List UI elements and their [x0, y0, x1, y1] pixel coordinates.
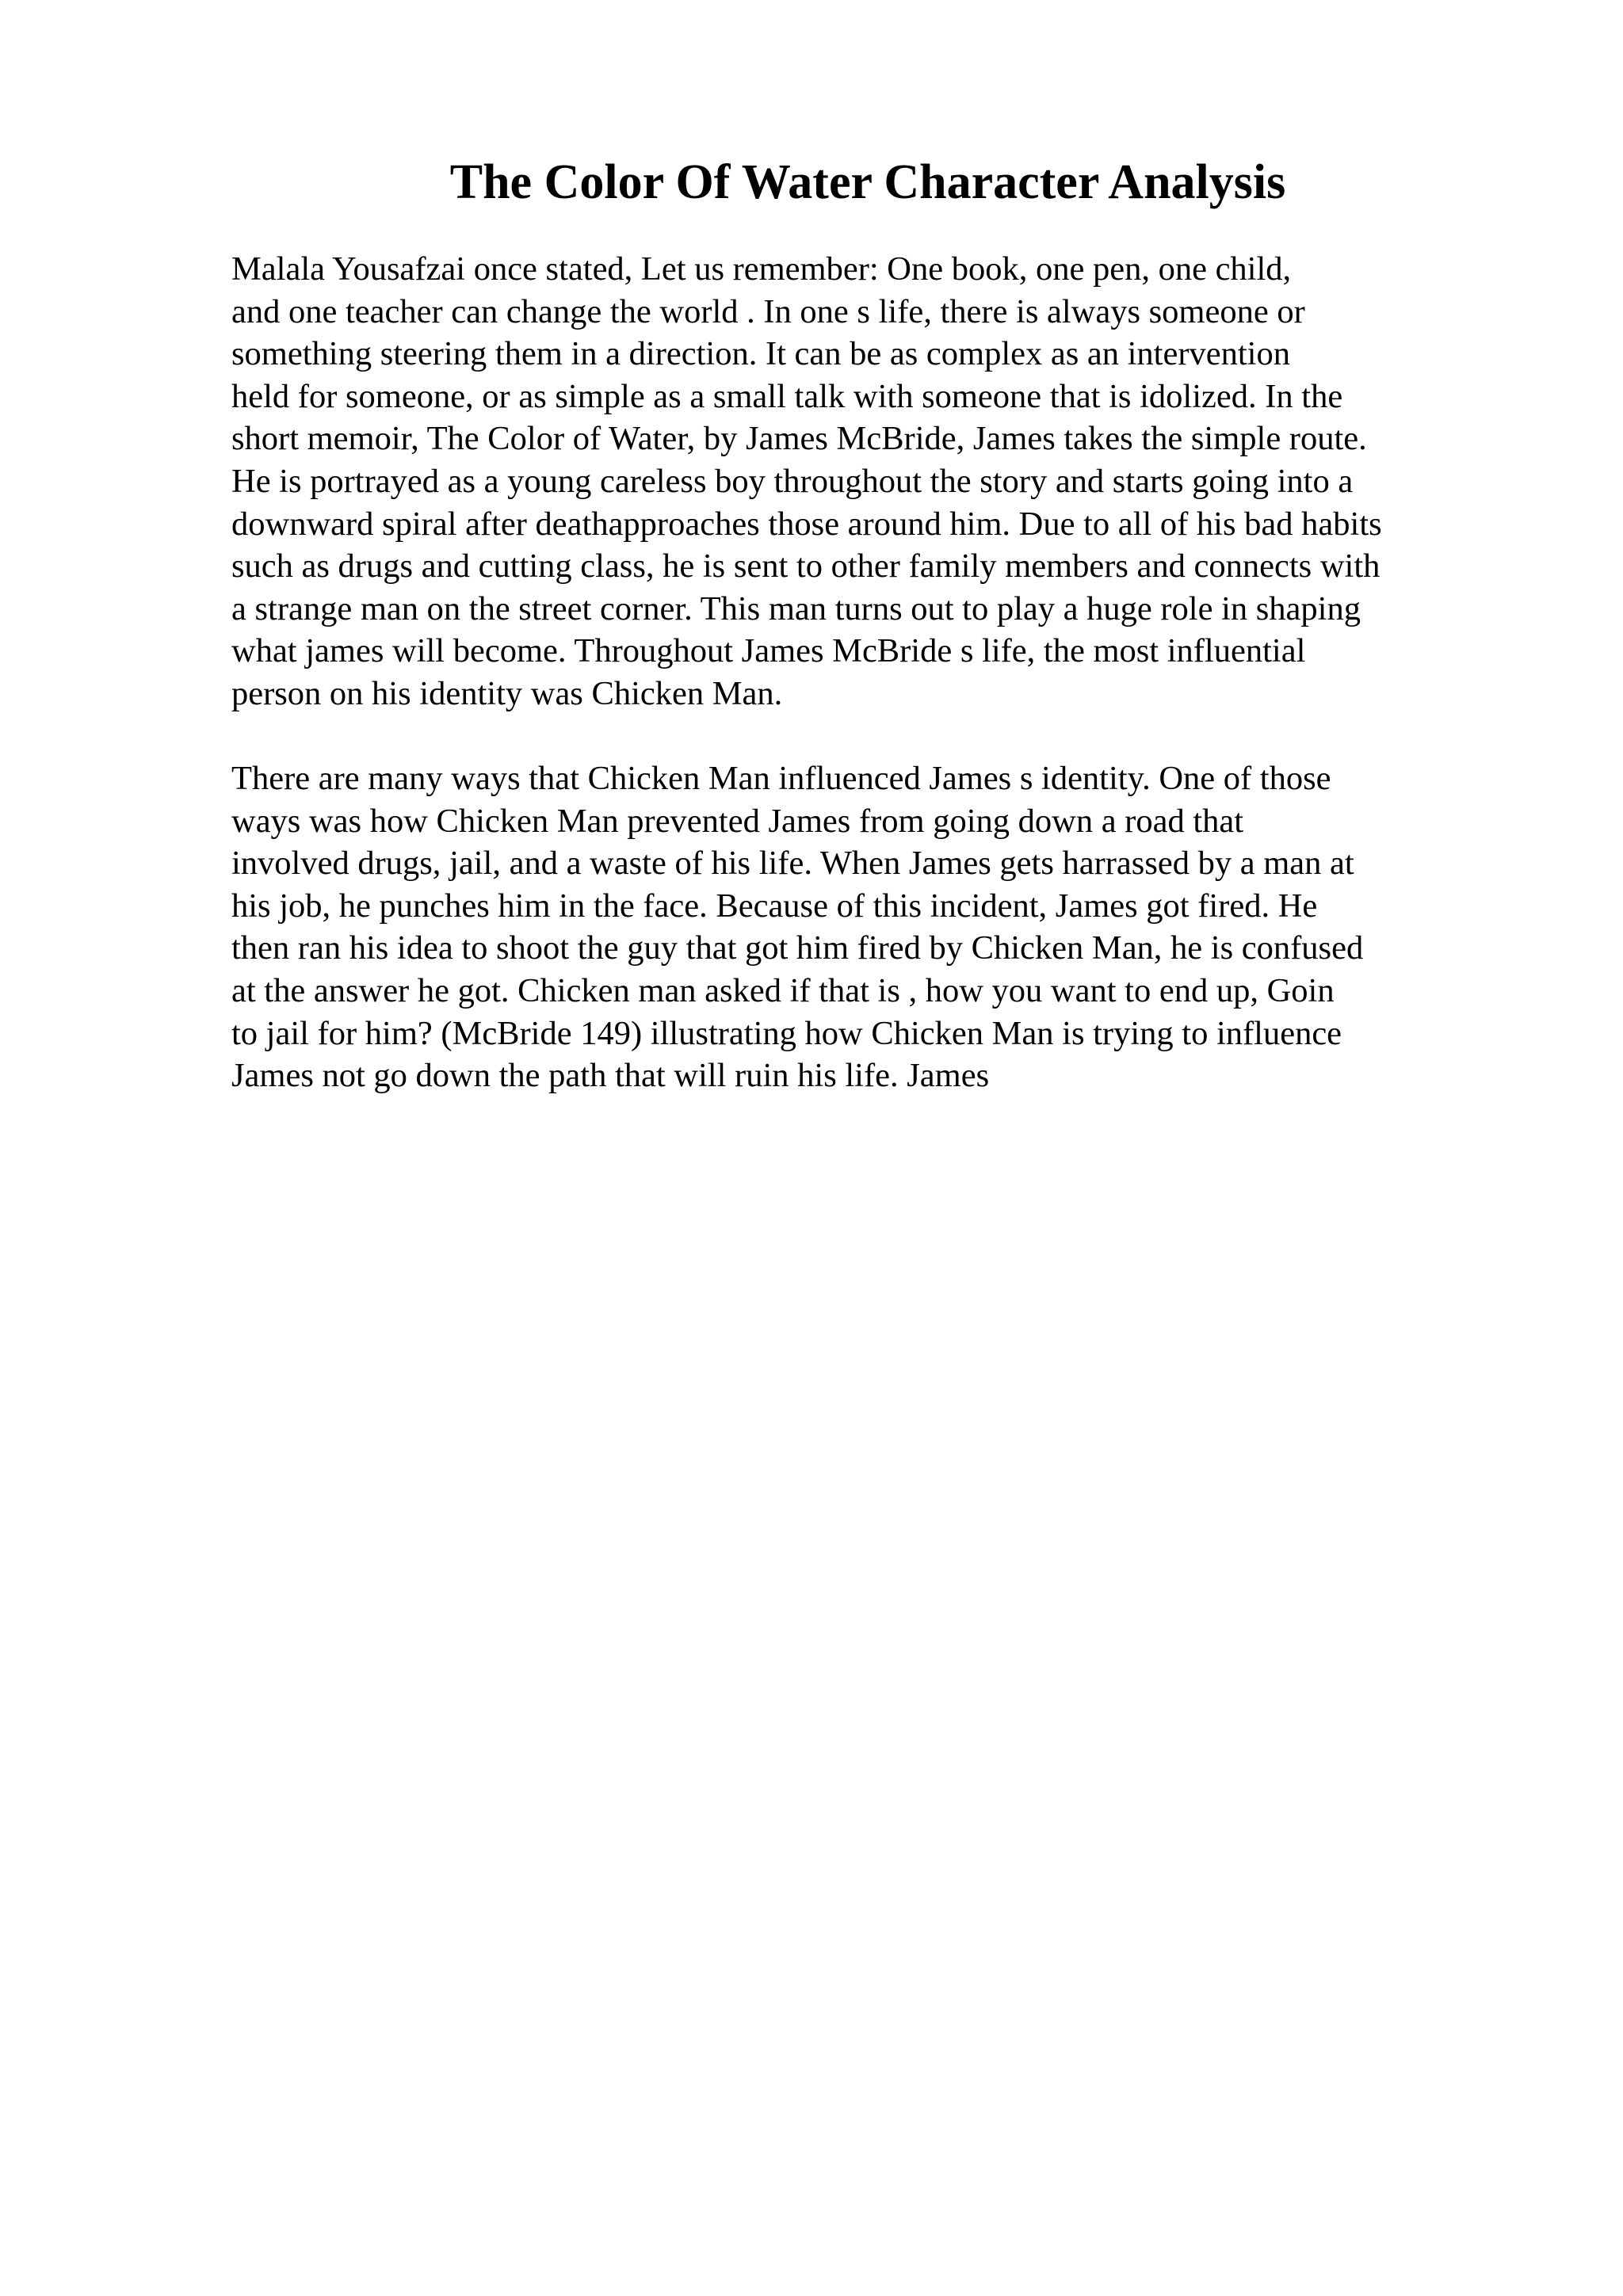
- paragraph-line: then ran his idea to shoot the guy that got him fired by Chicken Man, he is confused: [231, 929, 1364, 967]
- paragraph-line: what james will become. Throughout James McBride s life, the most influential: [231, 632, 1306, 670]
- paragraph-line: something steering them in a direction. It can be as complex as an intervention: [231, 335, 1290, 373]
- paragraph-line: his job, he punches him in the face. Because of this incident, James got fired. He: [231, 887, 1318, 925]
- paragraph-line: James not go down the path that will ruin his life. James: [231, 1057, 990, 1095]
- paragraph-line: He is portrayed as a young careless boy throughout the story and starts going into a: [231, 462, 1354, 500]
- paragraph-line: a strange man on the street corner. This man turns out to play a huge role in shaping: [231, 589, 1361, 627]
- paragraph-line: at the answer he got. Chicken man asked if that is , how you want to end up, Goin: [231, 971, 1335, 1009]
- paragraph-2: [231, 757, 1515, 1097]
- paragraph-line: to jail for him? (McBride 149) illustrating how Chicken Man is trying to influence: [231, 1014, 1342, 1052]
- document-title: The Color Of Water Character Analysis: [449, 155, 1286, 209]
- paragraph-line: such as drugs and cutting class, he is sent to other family members and connects with: [231, 547, 1381, 585]
- paragraph-line: held for someone, or as simple as a small talk with someone that is idolized. In the: [231, 377, 1343, 415]
- paragraph-line: There are many ways that Chicken Man influenced James s identity. One of those: [231, 760, 1331, 797]
- paragraph-line: person on his identity was Chicken Man.: [231, 674, 783, 712]
- paragraph-1: [231, 248, 1515, 715]
- paragraph-line: and one teacher can change the world . In one s life, there is always someone or: [231, 292, 1305, 330]
- paragraph-line: short memoir, The Color of Water, by James McBride, James takes the simple route.: [231, 420, 1367, 458]
- paragraph-line: involved drugs, jail, and a waste of his life. When James gets harrassed by a man at: [231, 845, 1354, 883]
- paragraph-line: ways was how Chicken Man prevented James from going down a road that: [231, 802, 1244, 840]
- paragraph-line: Malala Yousafzai once stated, Let us remember: One book, one pen, one child,: [231, 250, 1292, 288]
- paragraph-line: downward spiral after deathapproaches those around him. Due to all of his bad habits: [231, 505, 1382, 543]
